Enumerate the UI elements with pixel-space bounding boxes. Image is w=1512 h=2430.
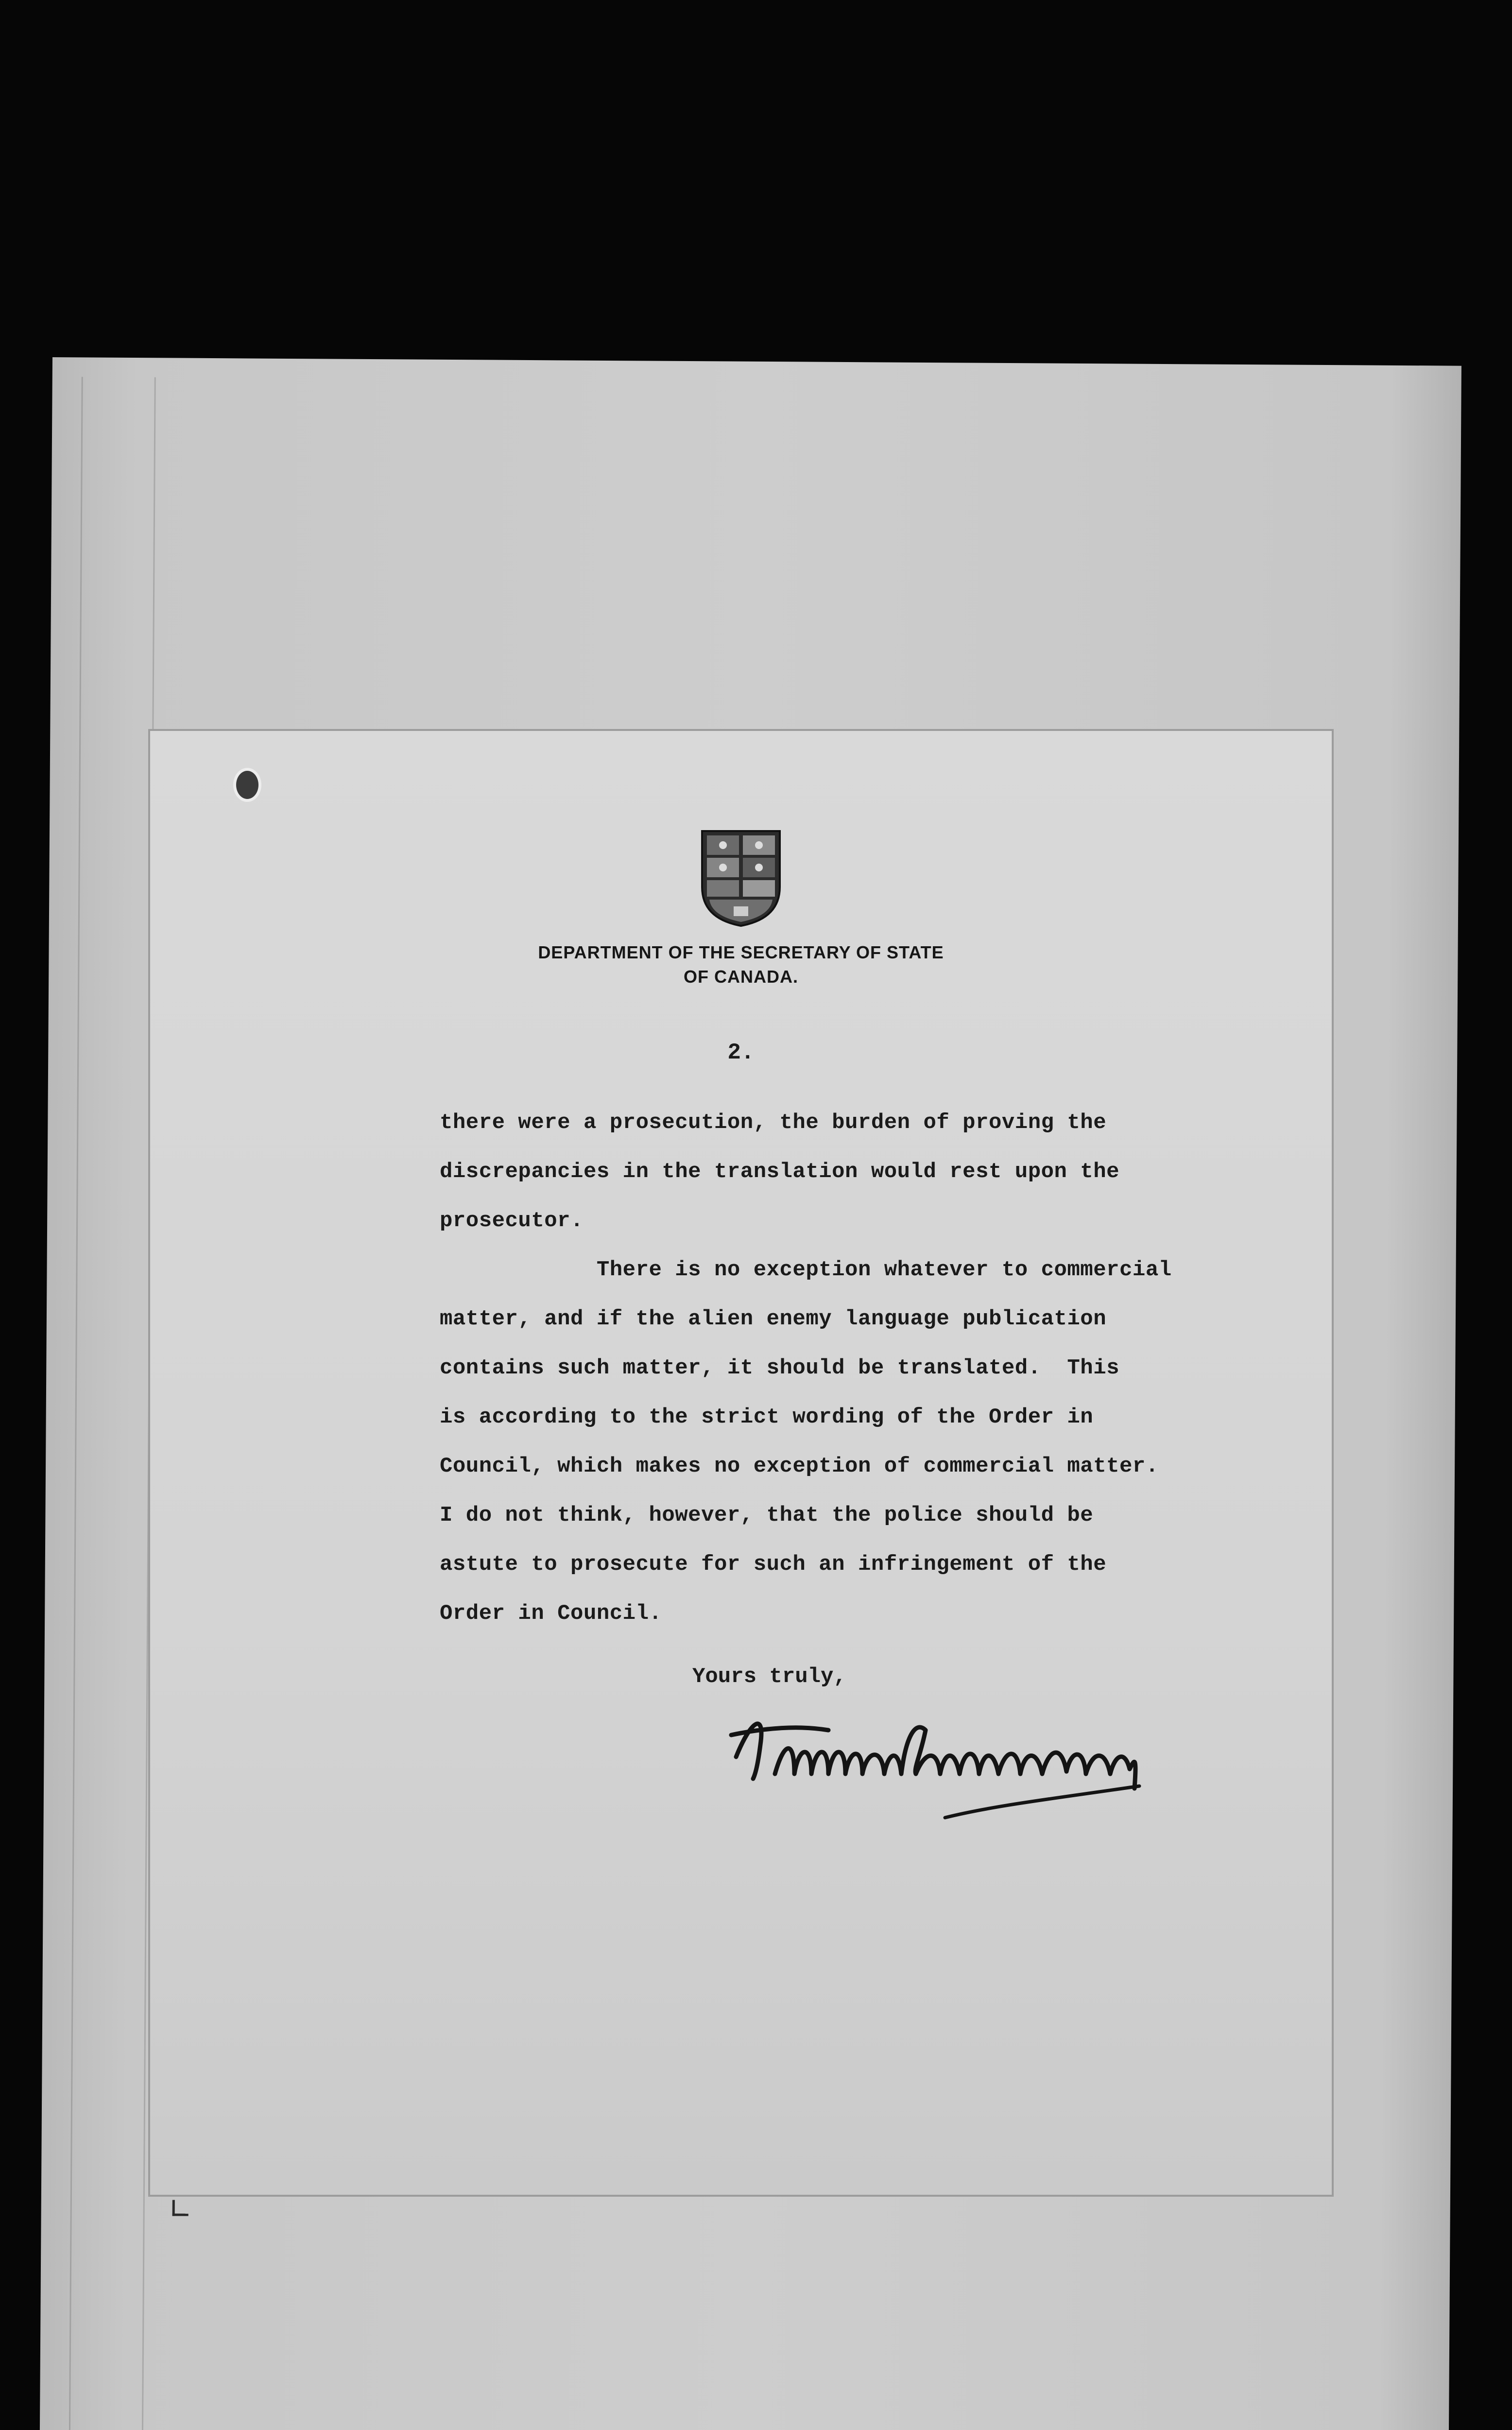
body-line: Council, which makes no exception of commercial matter. [440, 1454, 1159, 1478]
body-line: is according to the strict wording of the Order in [440, 1405, 1094, 1429]
closing-salutation: Yours truly, [692, 1665, 846, 1689]
letter-body [440, 1098, 1295, 1638]
body-line: There is no exception whatever to commercial [440, 1258, 1172, 1282]
page-number: 2. [727, 1040, 755, 1065]
letter-page [148, 729, 1334, 2197]
body-line: astute to prosecute for such an infringement of the [440, 1552, 1107, 1577]
letterhead-line1: DEPARTMENT OF THE SECRETARY OF STATE [538, 942, 944, 962]
letterhead-line2: OF CANADA. [684, 967, 798, 987]
body-line: I do not think, however, that the police should be [440, 1503, 1094, 1527]
body-line: there were a prosecution, the burden of proving the [440, 1111, 1107, 1135]
handwritten-signature [722, 1701, 1207, 1827]
page-crease [68, 377, 83, 2430]
punch-hole [233, 768, 261, 802]
body-line: prosecutor. [440, 1209, 584, 1233]
body-line: matter, and if the alien enemy language publication [440, 1307, 1107, 1331]
body-line: contains such matter, it should be translated. This [440, 1356, 1120, 1380]
corner-mark [172, 2200, 189, 2216]
letterhead [148, 940, 1334, 989]
body-line: discrepancies in the translation would rest upon the [440, 1160, 1120, 1184]
body-line: Order in Council. [440, 1601, 662, 1626]
coat-of-arms-icon [700, 829, 782, 928]
